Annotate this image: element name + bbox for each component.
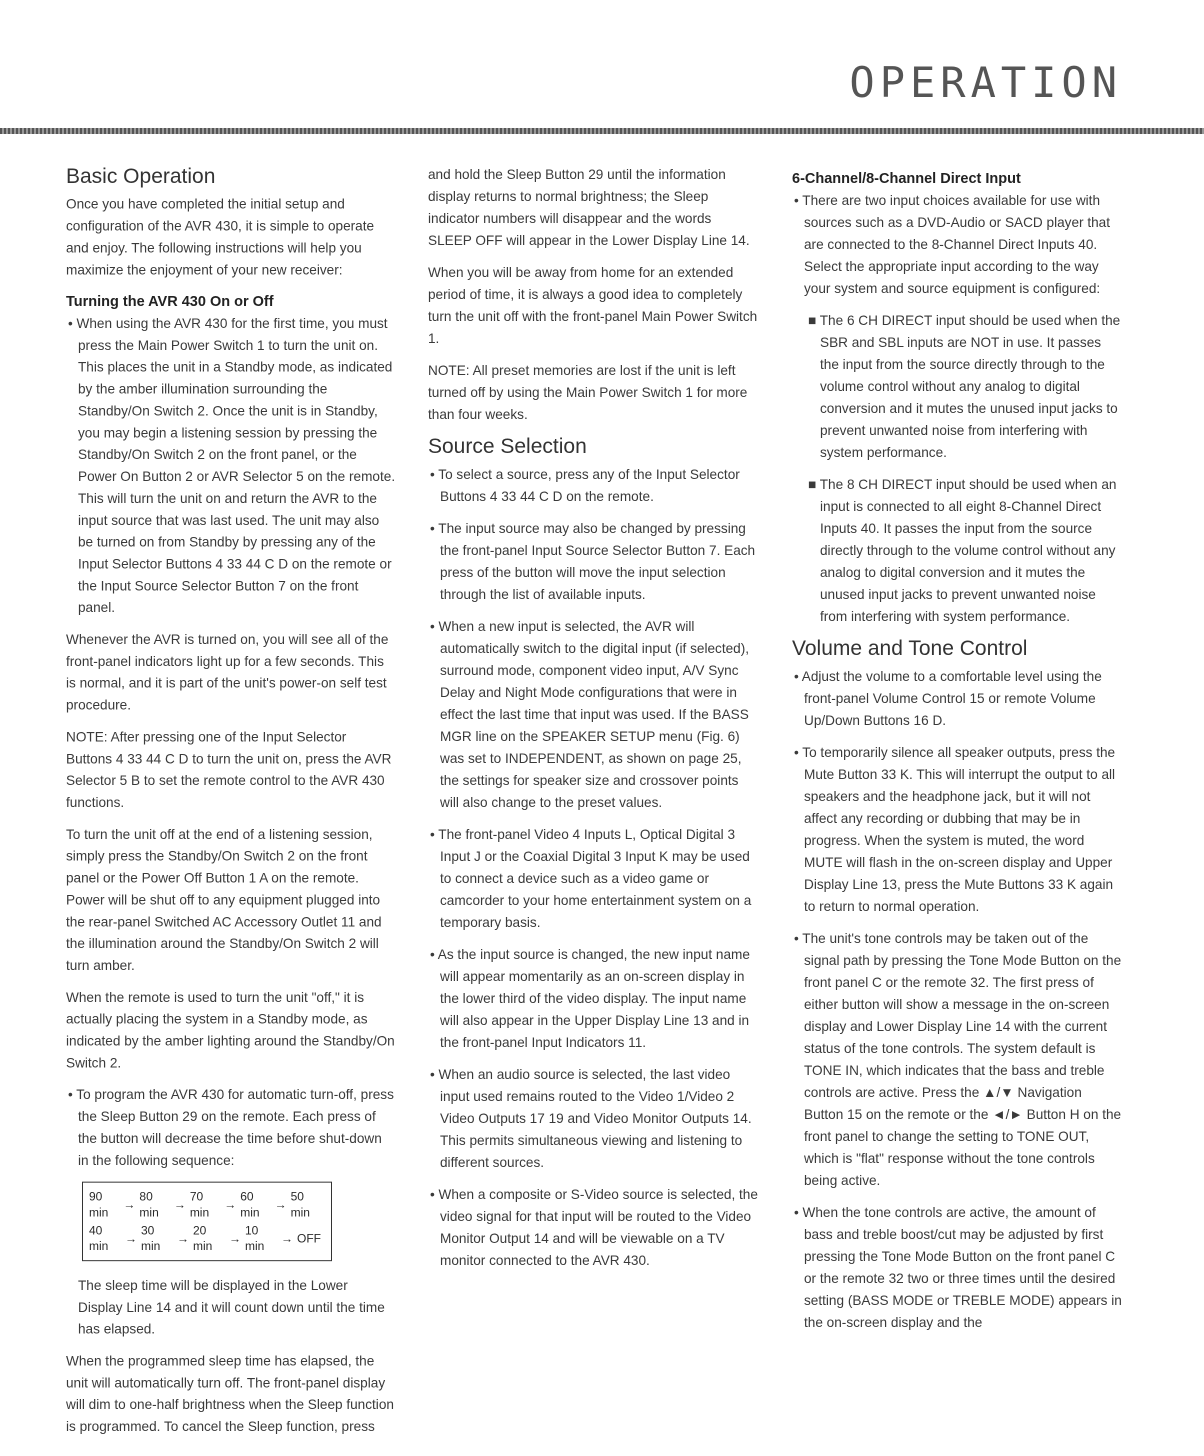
sleep-step: OFF <box>297 1231 321 1246</box>
paragraph: • When the tone controls are active, the amount of bass and treble boost/cut may be adjusted by first pressing the Tone Mode Button on the front panel C or the remote 32 two or three times until the desired setting (BASS MODE or TREBLE MODE) appears in the on-screen display and the <box>794 1205 1122 1330</box>
column-3 <box>792 164 1122 1344</box>
sleep-step: 60 min <box>240 1189 260 1220</box>
heading-basic-operation: Basic Operation <box>66 164 216 188</box>
paragraph: To turn the unit off at the end of a listening session, simply press the Standby/On Switch 2 on the front panel or the Power Off Button 1 A on the remote. Power will be shut off to any equipment plugged into the rear-panel Switched AC Accessory Outlet 11 and the illumination around the Standby/On Switch 2 will turn amber. <box>66 826 382 973</box>
heading-turning-on-off: Turning the AVR 430 On or Off <box>66 294 274 311</box>
sleep-sequence-box <box>82 1182 332 1262</box>
paragraph: When the remote is used to turn the unit "off," it is actually placing the system in a Standby mode, as indicated by the amber lighting around the Standby/On Switch 2. <box>66 989 395 1071</box>
paragraph: • When an audio source is selected, the last video input used remains routed to the Video 1/Video 2 Video Outputs 17 19 and Video Monitor Outputs 14. This permits simultaneous viewing and listening to different sources. <box>430 1067 752 1170</box>
sleep-step: 10 min <box>245 1223 265 1254</box>
paragraph: • As the input source is changed, the new input name will appear momentarily as an on-screen display in the lower third of the video display. The input name will also appear in the Upper Display Line 13 and in the front-panel Input Indicators 11. <box>430 947 750 1050</box>
paragraph: Whenever the AVR is turned on, you will see all of the front-panel indicators light up for a few seconds. This is normal, and it is part of the unit's power-on self test procedure. <box>66 632 389 713</box>
sleep-step: 50 min <box>290 1189 310 1220</box>
sleep-sequence-row-2: 40 min → 30 min → 20 min → 10 min → OFF <box>89 1223 321 1254</box>
paragraph: • When a new input is selected, the AVR will automatically switch to the digital input (if selected), surround mode, component video input, A/V Sync Delay and Night Mode configurations that were in effect the last time that input was used. If the BASS MGR line on the SPEAKER SETUP menu (Fig. 6) was set to INDEPENDENT, as shown on page 25, the settings for speaker size and crossover points will also change to the preset values. <box>430 619 750 810</box>
paragraph: • To program the AVR 430 for automatic turn-off, press the Sleep Button 29 on the remote. Each press of the button will decrease the time before shut-down in the following sequence: <box>68 1087 394 1168</box>
paragraph: The sleep time will be displayed in the Lower Display Line 14 and it will count down until the time has elapsed. <box>78 1278 385 1337</box>
sleep-step: 20 min <box>193 1223 213 1254</box>
sleep-step: 70 min <box>189 1189 210 1220</box>
heading-direct-input: 6-Channel/8-Channel Direct Input <box>792 171 1021 187</box>
sleep-sequence-diagram <box>82 1182 332 1262</box>
heading-volume-tone: Volume and Tone Control <box>792 637 1028 660</box>
paragraph: and hold the Sleep Button 29 until the information display returns to normal brightness; the Sleep indicator numbers will disappear and the words SLEEP OFF will appear in the Lower Display Line 14. <box>428 167 750 248</box>
column-1 <box>66 164 396 1448</box>
paragraph: • Adjust the volume to a comfortable level using the front-panel Volume Control 15 or remote Volume Up/Down Buttons 16 D. <box>794 669 1102 728</box>
sleep-step: 90 min <box>89 1189 109 1220</box>
paragraph: • To select a source, press any of the Input Selector Buttons 4 33 44 C D on the remote. <box>430 467 740 504</box>
paragraph: • There are two input choices available for use with sources such as a DVD-Audio or SACD player that are connected to the 8-Channel Direct Inputs 40. Select the appropriate input according to the way your system and source equipment is configured: <box>794 193 1110 296</box>
paragraph: • The front-panel Video 4 Inputs L, Optical Digital 3 Input J or the Coaxial Digital 3 Input K may be used to connect a device such as a video game or camcorder to your home entertainment system on a temporary basis. <box>430 827 752 930</box>
paragraph-note: NOTE: All preset memories are lost if the unit is left turned off by using the Main Power Switch 1 for more than four weeks. <box>428 363 748 422</box>
page-title: OPERATION <box>849 58 1122 107</box>
paragraph: ■ The 6 CH DIRECT input should be used when the SBR and SBL inputs are NOT in use. It passes the input from the source directly through to the volume control without any analog to digital conversion and it mutes the unused input jacks to prevent unwanted noise from interfering with system performance. <box>808 313 1121 460</box>
paragraph: ■ The 8 CH DIRECT input should be used when an input is connected to all eight 8-Channel Direct Inputs 40. It passes the input from the source directly through to the volume control without any analog to digital conversion and it mutes the unused input jacks to prevent unwanted noise from interfering with system performance. <box>808 477 1117 624</box>
paragraph: When you will be away from home for an extended period of time, it is always a good idea to completely turn the unit off with the front-panel Main Power Switch 1. <box>428 265 758 346</box>
paragraph: • When using the AVR 430 for the first time, you must press the Main Power Switch 1 to turn the unit on. This places the unit in a Standby mode, as indicated by the amber illumination surrounding the Standby/On Switch 2. Once the unit is in Standby, you may begin a listening session by pressing the Standby/On Switch 2 on the front panel, or the Power On Button 2 or AVR Selector 5 on the remote. This will turn the unit on and return the AVR to the input source that was last used. The unit may also be turned on from Standby by pressing any of the Input Selector Buttons 4 33 44 C D on the remote or the Input Source Selector Button 7 on the front panel. <box>68 316 396 616</box>
paragraph: • The unit's tone controls may be taken out of the signal path by pressing the Tone Mode Button on the front panel C or the remote 32. The first press of either button will show a message in the on-screen display and Lower Display Line 14 with the current status of the tone controls. The system default is TONE IN, which indicates that the bass and treble controls are active. Press the ▲/▼ Navigation Button 15 on the remote or the ◄/► Button H on the front panel to change the setting to TONE OUT, which is "flat" response without the tone controls being active. <box>794 931 1122 1188</box>
heading-source-selection: Source Selection <box>428 435 587 458</box>
paragraph: Once you have completed the initial setup and configuration of the AVR 430, it is simple to operate and enjoy. The following instructions will help you maximize the enjoyment of your new receiver: <box>66 196 375 278</box>
paragraph-note: NOTE: After pressing one of the Input Selector Buttons 4 33 44 C D to turn the unit on, press the AVR Selector 5 B to set the remote control to the AVR 430 functions. <box>66 729 392 810</box>
sleep-sequence-row-1: 90 min → 80 min → 70 min → 60 min → 50 min <box>89 1189 325 1221</box>
paragraph: • When a composite or S-Video source is selected, the video signal for that input will be routed to the Video Monitor Output 14 and will be viewable on a TV monitor connected to the AVR 430. <box>430 1187 758 1268</box>
page-header <box>0 0 1204 140</box>
sleep-step: 30 min <box>141 1223 161 1254</box>
header-rule <box>0 128 1204 134</box>
column-2 <box>428 164 758 1282</box>
paragraph: When the programmed sleep time has elapsed, the unit will automatically turn off. The front-panel display will dim to one-half brightness when the Sleep function is programmed. To cancel the Sleep function, press <box>66 1353 394 1435</box>
sleep-step: 40 min <box>89 1223 109 1254</box>
paragraph: • The input source may also be changed by pressing the front-panel Input Source Selector Button 7. Each press of the button will move the input selection through the list of available inputs. <box>430 521 756 602</box>
sleep-step: 80 min <box>139 1189 159 1220</box>
paragraph: • To temporarily silence all speaker outputs, press the Mute Button 33 K. This will interrupt the output to all speakers and the headphone jack, but it will not affect any recording or dubbing that may be in progress. When the system is muted, the word MUTE will flash in the on-screen display and Upper Display Line 13, press the Mute Buttons 33 K again to return to normal operation. <box>794 745 1116 914</box>
